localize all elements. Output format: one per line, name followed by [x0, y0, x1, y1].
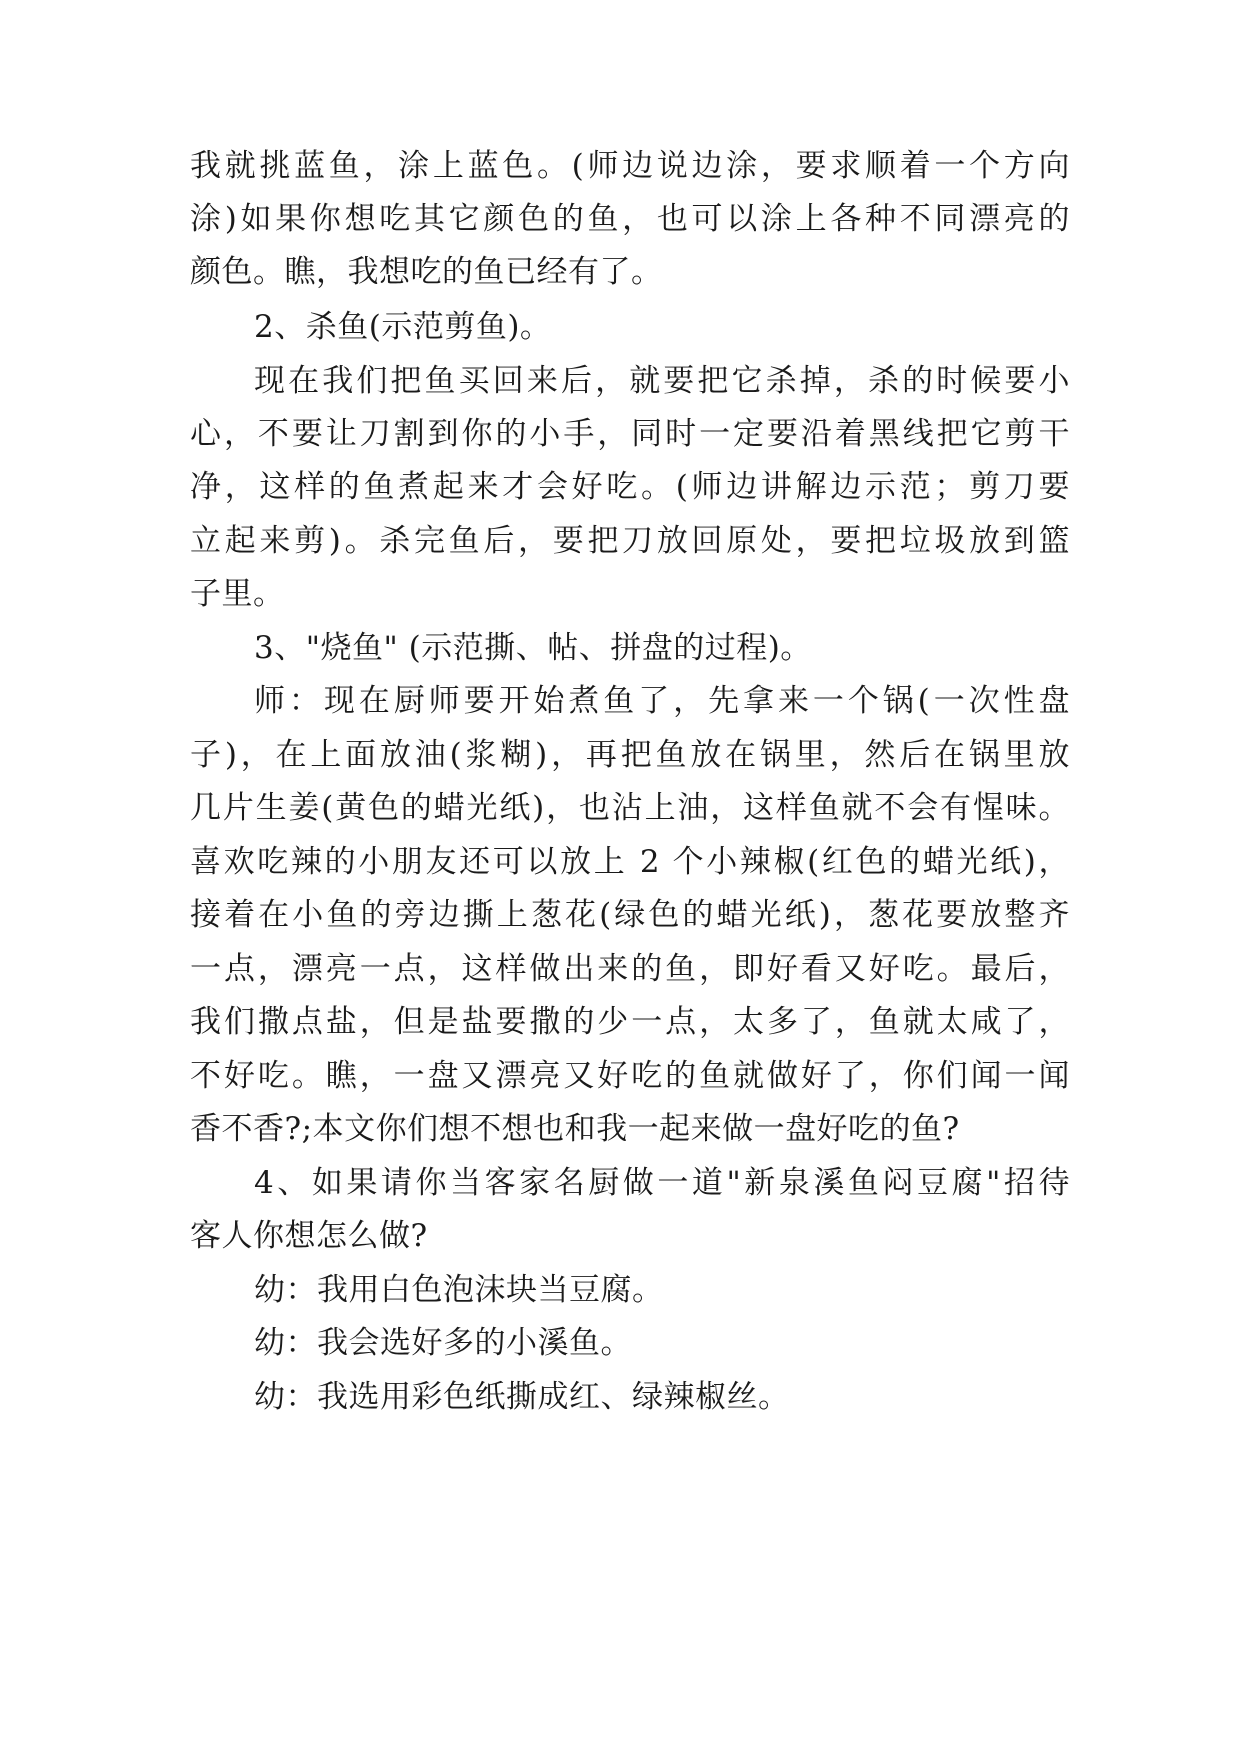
- dialogue-line: 幼：我用白色泡沫块当豆腐。: [254, 1272, 664, 1308]
- text-line: 涂)如果你想吃其它颜色的鱼，也可以涂上各种不同漂亮的: [190, 201, 1070, 237]
- section-heading: 2、杀鱼(示范剪鱼)。: [254, 309, 552, 345]
- text-line: 客人你想怎么做?: [190, 1218, 428, 1254]
- section-heading: 3、"烧鱼" (示范撕、帖、拼盘的过程)。: [254, 630, 812, 666]
- text-line: 颜色。瞧，我想吃的鱼已经有了。: [190, 254, 663, 290]
- text-line: 师：现在厨师要开始煮鱼了，先拿来一个锅(一次性盘: [254, 683, 1070, 719]
- text-line: 心，不要让刀割到你的小手，同时一定要沿着黑线把它剪干: [190, 416, 1070, 452]
- text-line: 几片生姜(黄色的蜡光纸)，也沾上油，这样鱼就不会有惺味。: [190, 790, 1070, 826]
- text-line: 我们撒点盐，但是盐要撒的少一点，太多了，鱼就太咸了，: [190, 1004, 1070, 1040]
- section-heading: 4、如果请你当客家名厨做一道"新泉溪鱼闷豆腐"招待: [254, 1165, 1070, 1201]
- text-line: 净，这样的鱼煮起来才会好吃。(师边讲解边示范；剪刀要: [190, 469, 1070, 505]
- text-line: 子)，在上面放油(浆糊)，再把鱼放在锅里，然后在锅里放: [190, 737, 1070, 773]
- text-line: 我就挑蓝鱼，涂上蓝色。(师边说边涂，要求顺着一个方向: [190, 148, 1070, 184]
- text-line: 现在我们把鱼买回来后，就要把它杀掉，杀的时候要小: [254, 363, 1070, 399]
- text-line: 接着在小鱼的旁边撕上葱花(绿色的蜡光纸)，葱花要放整齐: [190, 897, 1070, 933]
- text-line: 立起来剪)。杀完鱼后，要把刀放回原处，要把垃圾放到篮: [190, 523, 1070, 559]
- text-line: 不好吃。瞧，一盘又漂亮又好吃的鱼就做好了，你们闻一闻: [190, 1058, 1070, 1094]
- text-line: 香不香?;本文你们想不想也和我一起来做一盘好吃的鱼?: [190, 1111, 960, 1147]
- text-line: 一点，漂亮一点，这样做出来的鱼，即好看又好吃。最后，: [190, 951, 1070, 987]
- text-line: 喜欢吃辣的小朋友还可以放上 2 个小辣椒(红色的蜡光纸)，: [190, 844, 1070, 880]
- dialogue-line: 幼：我选用彩色纸撕成红、绿辣椒丝。: [254, 1379, 790, 1415]
- dialogue-line: 幼：我会选好多的小溪鱼。: [254, 1325, 632, 1361]
- text-line: 子里。: [190, 576, 285, 612]
